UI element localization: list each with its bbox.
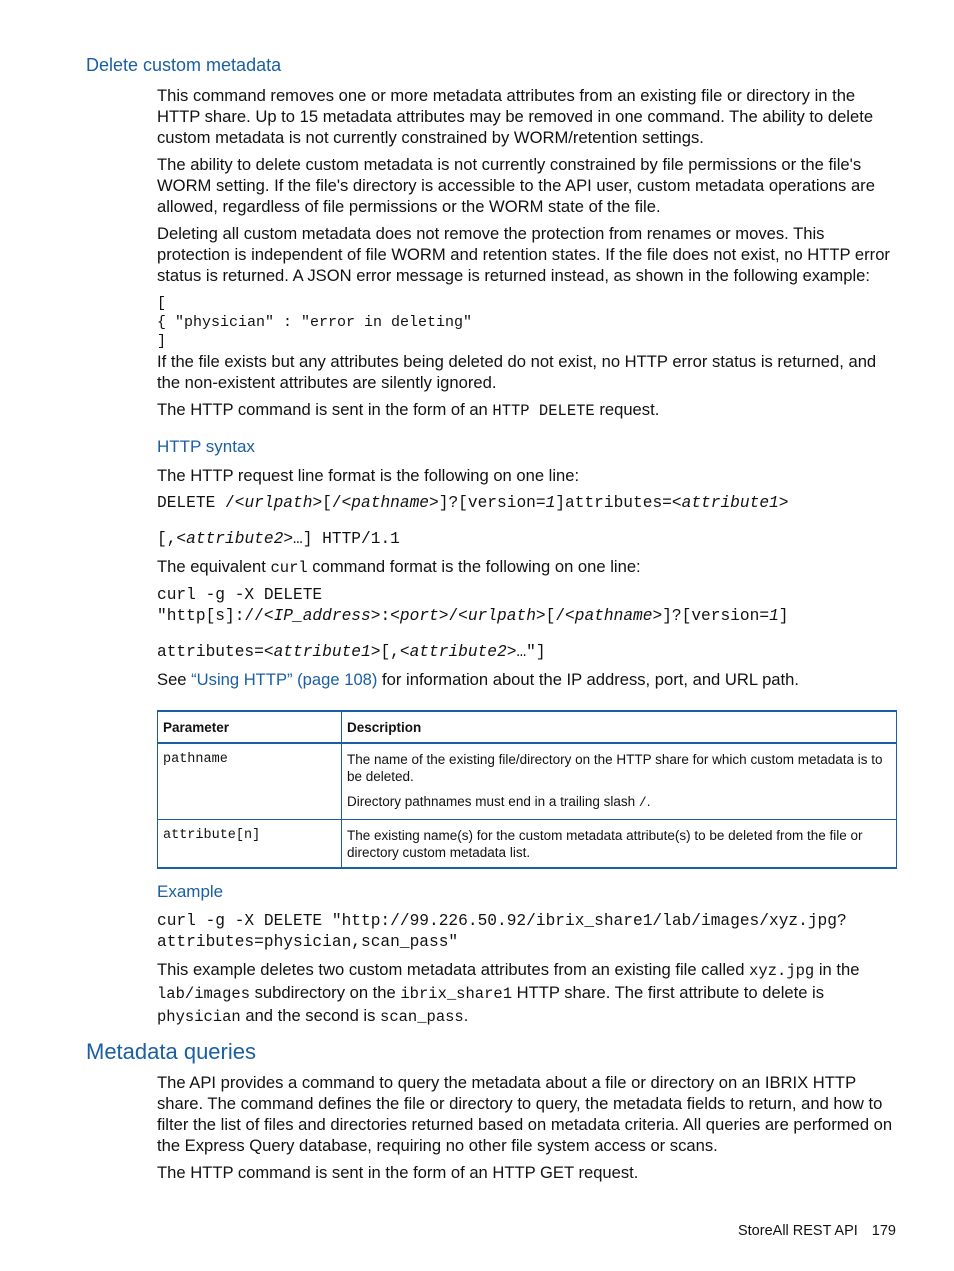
code-placeholder: attribute2 (409, 643, 507, 661)
inline-code: physician (157, 1008, 241, 1026)
code-run: >/< (438, 607, 468, 625)
table-row (158, 819, 897, 868)
code-run: >[/< (312, 494, 352, 512)
queries-intro-paragraph: The API provides a command to query the metadata about a file or directory on an IBRIX HTTP share. The command defines the file or directory to query, the metadata fields to return, and how to filter the list of files and directories returned based on metadata criteria. All queries are performed on the Express Query database, requiring no other file system access or scans. (157, 1073, 893, 1155)
http-delete-paragraph (157, 399, 897, 422)
text-run: request. (594, 400, 660, 419)
desc-text (347, 793, 891, 811)
parameters-table (157, 710, 897, 869)
subheading-http-syntax: HTTP syntax (157, 437, 255, 456)
code-placeholder: attribute2 (186, 530, 284, 548)
text-run: subdirectory on the (250, 983, 401, 1002)
subheading-example: Example (157, 882, 224, 901)
param-attribute-n: attribute[n] (158, 819, 342, 868)
text-run: . (646, 794, 651, 809)
code-placeholder: 1 (545, 494, 556, 512)
curl-intro-paragraph (157, 556, 897, 579)
nonexistent-attributes-paragraph: If the file exists but any attributes being deleted do not exist, no HTTP error status is returned, and the non-existent attributes are silently ignored. (157, 352, 877, 392)
page-footer (738, 1223, 896, 1239)
table-row (158, 743, 897, 819)
table-header-row (158, 711, 897, 743)
desc-text: The name of the existing file/directory on the HTTP share for which custom metadata is to be deleted. (347, 752, 883, 784)
delete-intro-paragraph: This command removes one or more metadata attributes from an existing file or directory in the HTTP share. Up to 15 metadata attributes may be removed in one command. The ability to delete custom metadata is not currently constrained by WORM/retention settings. (157, 86, 874, 147)
example-curl-command: curl -g -X DELETE "http://99.226.50.92/ibrix_share1/lab/images/xyz.jpg? attributes=physician,scan_pass" (157, 912, 847, 951)
text-run: for information about the IP address, port, and URL path. (377, 670, 799, 689)
code-placeholder: IP_address (273, 607, 371, 625)
inline-code: curl (270, 559, 308, 577)
delete-protection-paragraph: Deleting all custom metadata does not remove the protection from renames or moves. This protection is independent of file WORM and retention states. If the file does not exist, no HTTP error status is returned. A JSON error message is returned instead, as shown in the following example: (157, 224, 890, 285)
text-run: in the (814, 960, 860, 979)
inline-code: ibrix_share1 (400, 985, 512, 1003)
header-description: Description (342, 711, 897, 743)
text-run: command format is the following on one line: (307, 557, 641, 576)
code-placeholder: pathname (574, 607, 653, 625)
code-placeholder: urlpath (244, 494, 313, 512)
code-run: >…] HTTP/1.1 (283, 530, 400, 548)
code-placeholder: attribute1 (681, 494, 779, 512)
using-http-link[interactable]: “Using HTTP” (page 108) (191, 670, 378, 689)
curl-line-1: curl -g -X DELETE (157, 586, 323, 604)
inline-code: scan_pass (380, 1008, 464, 1026)
code-run: >…"] (506, 643, 546, 661)
text-run: See (157, 670, 192, 689)
delete-permissions-paragraph: The ability to delete custom metadata is not currently constrained by file permissions or the file's WORM setting. If the file's directory is accessible to the API user, custom metadata operations are allowed, regardless of file permissions or the WORM state of the file. (157, 155, 875, 216)
code-placeholder: 1 (769, 607, 779, 625)
footer-title: StoreAll REST API (737, 1223, 858, 1239)
text-run: and the second is (240, 1006, 381, 1025)
code-run: DELETE /< (157, 494, 245, 512)
curl-line-3 (157, 642, 917, 663)
inline-code: lab/images (157, 985, 251, 1003)
inline-code: HTTP DELETE (492, 402, 595, 420)
code-placeholder: pathname (351, 494, 430, 512)
code-run: ] (778, 607, 789, 625)
desc-pathname (342, 743, 897, 819)
page-number: 179 (871, 1223, 896, 1239)
text-run: The equivalent (157, 557, 271, 576)
section-heading-delete-custom-metadata: Delete custom metadata (86, 55, 282, 75)
code-placeholder: attribute1 (273, 643, 371, 661)
queries-http-get-paragraph: The HTTP command is sent in the form of an HTTP GET request. (157, 1163, 639, 1182)
http-syntax-intro: The HTTP request line format is the following on one line: (157, 466, 580, 485)
section-heading-metadata-queries: Metadata queries (86, 1039, 256, 1064)
example-explanation-paragraph (157, 959, 897, 1028)
code-placeholder: urlpath (467, 607, 536, 625)
code-run: >]?[version= (652, 607, 770, 625)
code-run: attributes=< (157, 643, 274, 661)
text-run: This example deletes two custom metadata attributes from an existing file called (157, 960, 750, 979)
code-run: >:< (370, 607, 400, 625)
text-run: HTTP share. The first attribute to delete is (512, 983, 825, 1002)
code-run: >]?[version= (429, 494, 546, 512)
desc-text: The existing name(s) for the custom metadata attribute(s) to be deleted from the file or directory custom metadata list. (347, 827, 863, 860)
inline-code: / (638, 795, 647, 810)
text-run: The HTTP command is sent in the form of an (157, 400, 493, 419)
code-run: ]attributes=< (555, 494, 682, 512)
see-using-http-paragraph (157, 669, 897, 690)
header-parameter: Parameter (158, 711, 342, 743)
inline-code: xyz.jpg (749, 962, 815, 980)
param-pathname: pathname (158, 743, 342, 819)
code-run: >[,< (370, 643, 410, 661)
code-run: "http[s]://< (157, 607, 274, 625)
code-run: [,< (157, 530, 187, 548)
http-request-line-1 (157, 493, 917, 514)
json-error-example: [ { "physician" : "error in deleting" ] (157, 295, 473, 350)
code-run: > (778, 494, 789, 512)
text-run: . (463, 1006, 469, 1025)
code-run: >[/< (535, 607, 575, 625)
text-run: Directory pathnames must end in a trailing slash (347, 794, 639, 809)
curl-line-2 (157, 606, 917, 627)
desc-attribute-n (342, 819, 897, 868)
http-request-line-2 (157, 529, 917, 550)
code-placeholder: port (399, 607, 439, 625)
